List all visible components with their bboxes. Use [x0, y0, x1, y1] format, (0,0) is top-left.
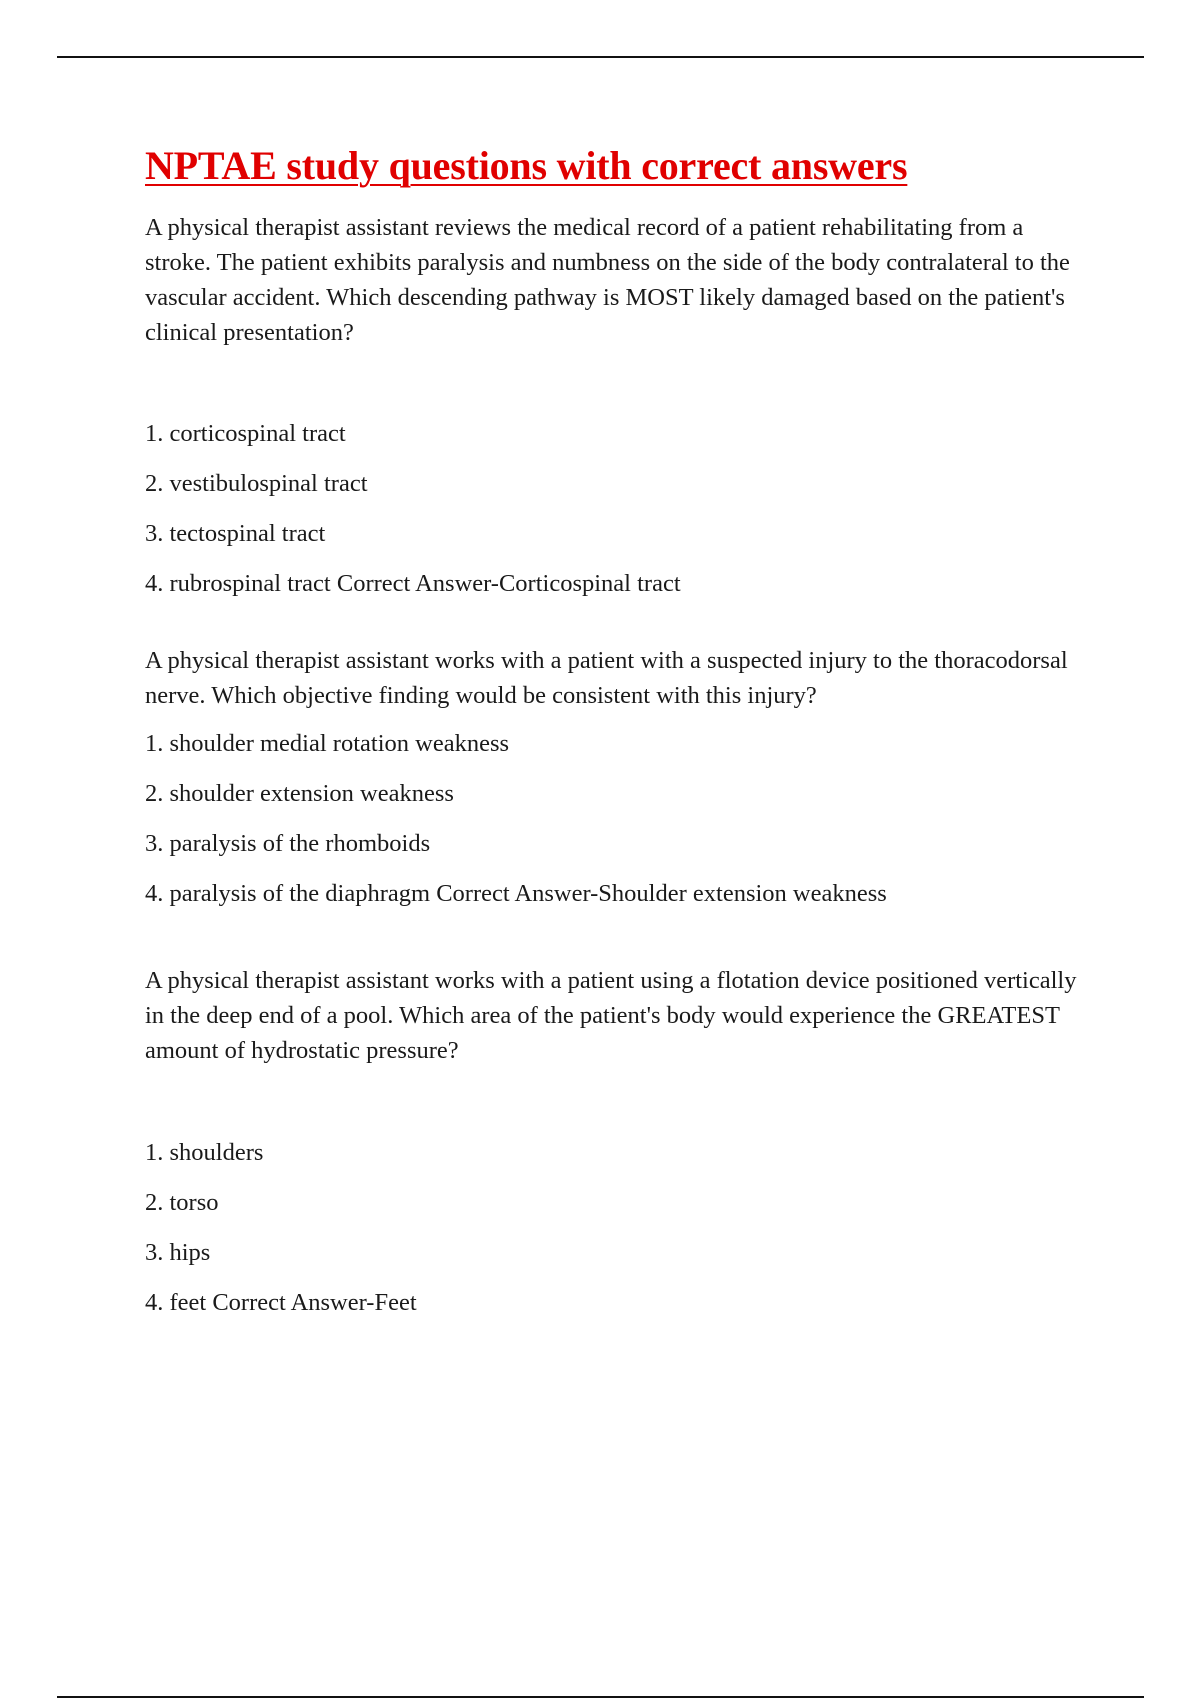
answer-options	[145, 419, 1095, 599]
answer-option: 4. feet Correct Answer-Feet	[145, 1289, 417, 1316]
answer-option: 3. tectospinal tract	[145, 520, 326, 547]
question-1	[145, 210, 1095, 599]
answer-option: 2. shoulder extension weakness	[145, 780, 454, 807]
answer-option: 1. shoulders	[145, 1139, 264, 1166]
document-title: NPTAE study questions with correct answers	[145, 143, 908, 188]
question-2	[145, 643, 1095, 909]
answer-option: 3. hips	[145, 1239, 211, 1266]
document-body	[145, 142, 1095, 1338]
answer-option: 3. paralysis of the rhomboids	[145, 830, 431, 857]
answer-option: 1. corticospinal tract	[145, 420, 346, 447]
question-3	[145, 963, 1095, 1318]
answer-option: 4. paralysis of the diaphragm Correct Answer-Shoulder extension weakness	[145, 880, 887, 907]
footer-rule	[57, 1696, 1144, 1698]
answer-option: 2. torso	[145, 1189, 219, 1216]
answer-option: 2. vestibulospinal tract	[145, 470, 368, 497]
answer-options	[145, 729, 1095, 909]
answer-option: 4. rubrospinal tract Correct Answer-Corticospinal tract	[145, 570, 681, 597]
answer-option: 1. shoulder medial rotation weakness	[145, 730, 510, 757]
question-prompt: A physical therapist assistant works with a patient with a suspected injury to the thoracodorsal nerve. Which objective finding would be consistent with this injury?	[145, 647, 1068, 709]
question-prompt: A physical therapist assistant works with a patient using a flotation device positioned vertically in the deep end of a pool. Which area of the patient's body would experience the GREATEST amount of hydrostatic pressure?	[145, 967, 1077, 1064]
question-prompt: A physical therapist assistant reviews the medical record of a patient rehabilitating from a stroke. The patient exhibits paralysis and numbness on the side of the body contralateral to the vascular accident. Which descending pathway is MOST likely damaged based on the patient's clinical presentation?	[145, 214, 1070, 346]
header-rule	[57, 56, 1144, 58]
answer-options	[145, 1138, 1095, 1318]
